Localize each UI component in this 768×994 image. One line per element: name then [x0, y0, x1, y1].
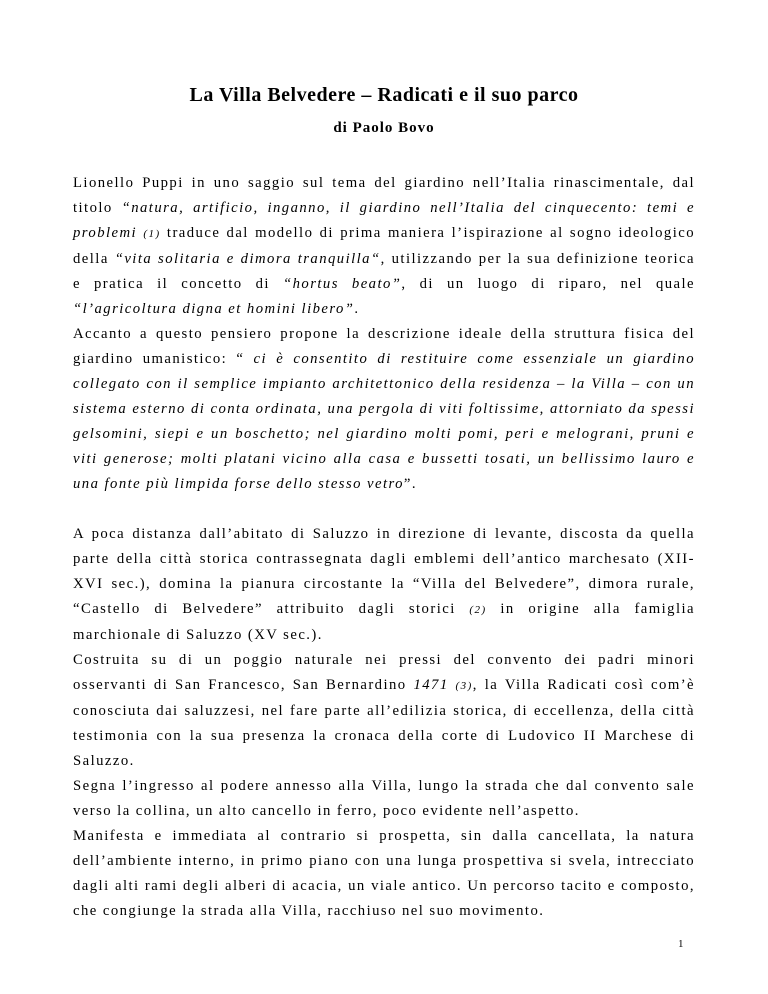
paragraph-4: Costruita su di un poggio naturale nei pressi del convento dei padri minori osservanti di San Francesco, San Bernardino 1471 (3), la Villa Radicati così com’è conosciuta dai saluzzesi, nel fare parte all’edilizia storica, di eccellenza, della città testimonia con la sua presenza la cronaca della corte di Ludovico II Marchese di Saluzzo. [73, 652, 696, 769]
paragraph-2: Accanto a questo pensiero propone la descrizione ideale della struttura fisica del giardino umanistico: “ ci è consentito di restituire come essenziale un giardino collegato con il semplice impianto architettonico della residenza – la Villa – con un sistema esterno di conta ordinata, una pergola di viti foltissime, attorniato da spessi gelsomini, siepi e un boschetto; nel giardino molti pomi, peri e melograni, pruni e viti generose; molti platani vicino alla casa e bussetti tosati, un bellissimo lauro e una fonte più limpida forse dello stesso vetro”. [73, 326, 695, 492]
footnote-ref-2: (2) [469, 604, 487, 616]
paragraph-5: Segna l’ingresso al podere annesso alla Villa, lungo la strada che dal convento sale verso la collina, un alto cancello in ferro, poco evidente nell’aspetto. [73, 778, 695, 819]
document-body [73, 171, 695, 924]
page-number: 1 [678, 938, 684, 950]
footnote-ref-3: (3) [455, 680, 473, 692]
paragraph-1: Lionello Puppi in uno saggio sul tema del giardino nell’Italia rinascimentale, dal titolo “natura, artificio, inganno, il giardino nell’Italia del cinquecento: temi e problemi (1) traduce dal modello di prima maniera l’ispirazione al sogno ideologico della “vita solitaria e dimora tranquilla“, utilizzando per la sua definizione teorica e pratica il concetto di “hortus beato”, di un luogo di riparo, nel quale “l’agricoltura digna et homini libero”. [73, 175, 695, 317]
author-byline: di Paolo Bovo [333, 120, 435, 136]
paragraph-6: Manifesta e immediata al contrario si prospetta, sin dalla cancellata, la natura dell’ambiente interno, in primo piano con una lunga prospettiva si svela, intrecciato dagli alti rami degli alberi di acacia, un viale antico. Un percorso tacito e composto, che congiunge la strada alla Villa, racchiuso nel suo movimento. [73, 828, 695, 919]
document-title: La Villa Belvedere – Radicati e il suo parco [189, 84, 579, 106]
quotation: ci è consentito di restituire come essenziale un giardino collegato con il semplice impianto architettonico della residenza – la Villa – con un sistema esterno di conta ordinata, una pergola di viti foltissime, attorniato da spessi gelsomini, siepi e un boschetto; nel giardino molti pomi, peri e melograni, pruni e viti generose; molti platani vicino alla casa e bussetti tosati, un bellissimo lauro e una fonte più limpida forse dello stesso vetro [73, 351, 695, 492]
paragraph-3: A poca distanza dall’abitato di Saluzzo in direzione di levante, discosta da quella parte della città storica contrassegnata dagli emblemi dell’antico marchesato (XII-XVI sec.), domina la pianura circostante la “Villa del Belvedere”, dimora rurale, “Castello di Belvedere” attribuito dagli storici (2) in origine alla famiglia marchionale di Saluzzo (XV sec.). [73, 526, 695, 643]
footnote-ref-1: (1) [143, 228, 161, 240]
